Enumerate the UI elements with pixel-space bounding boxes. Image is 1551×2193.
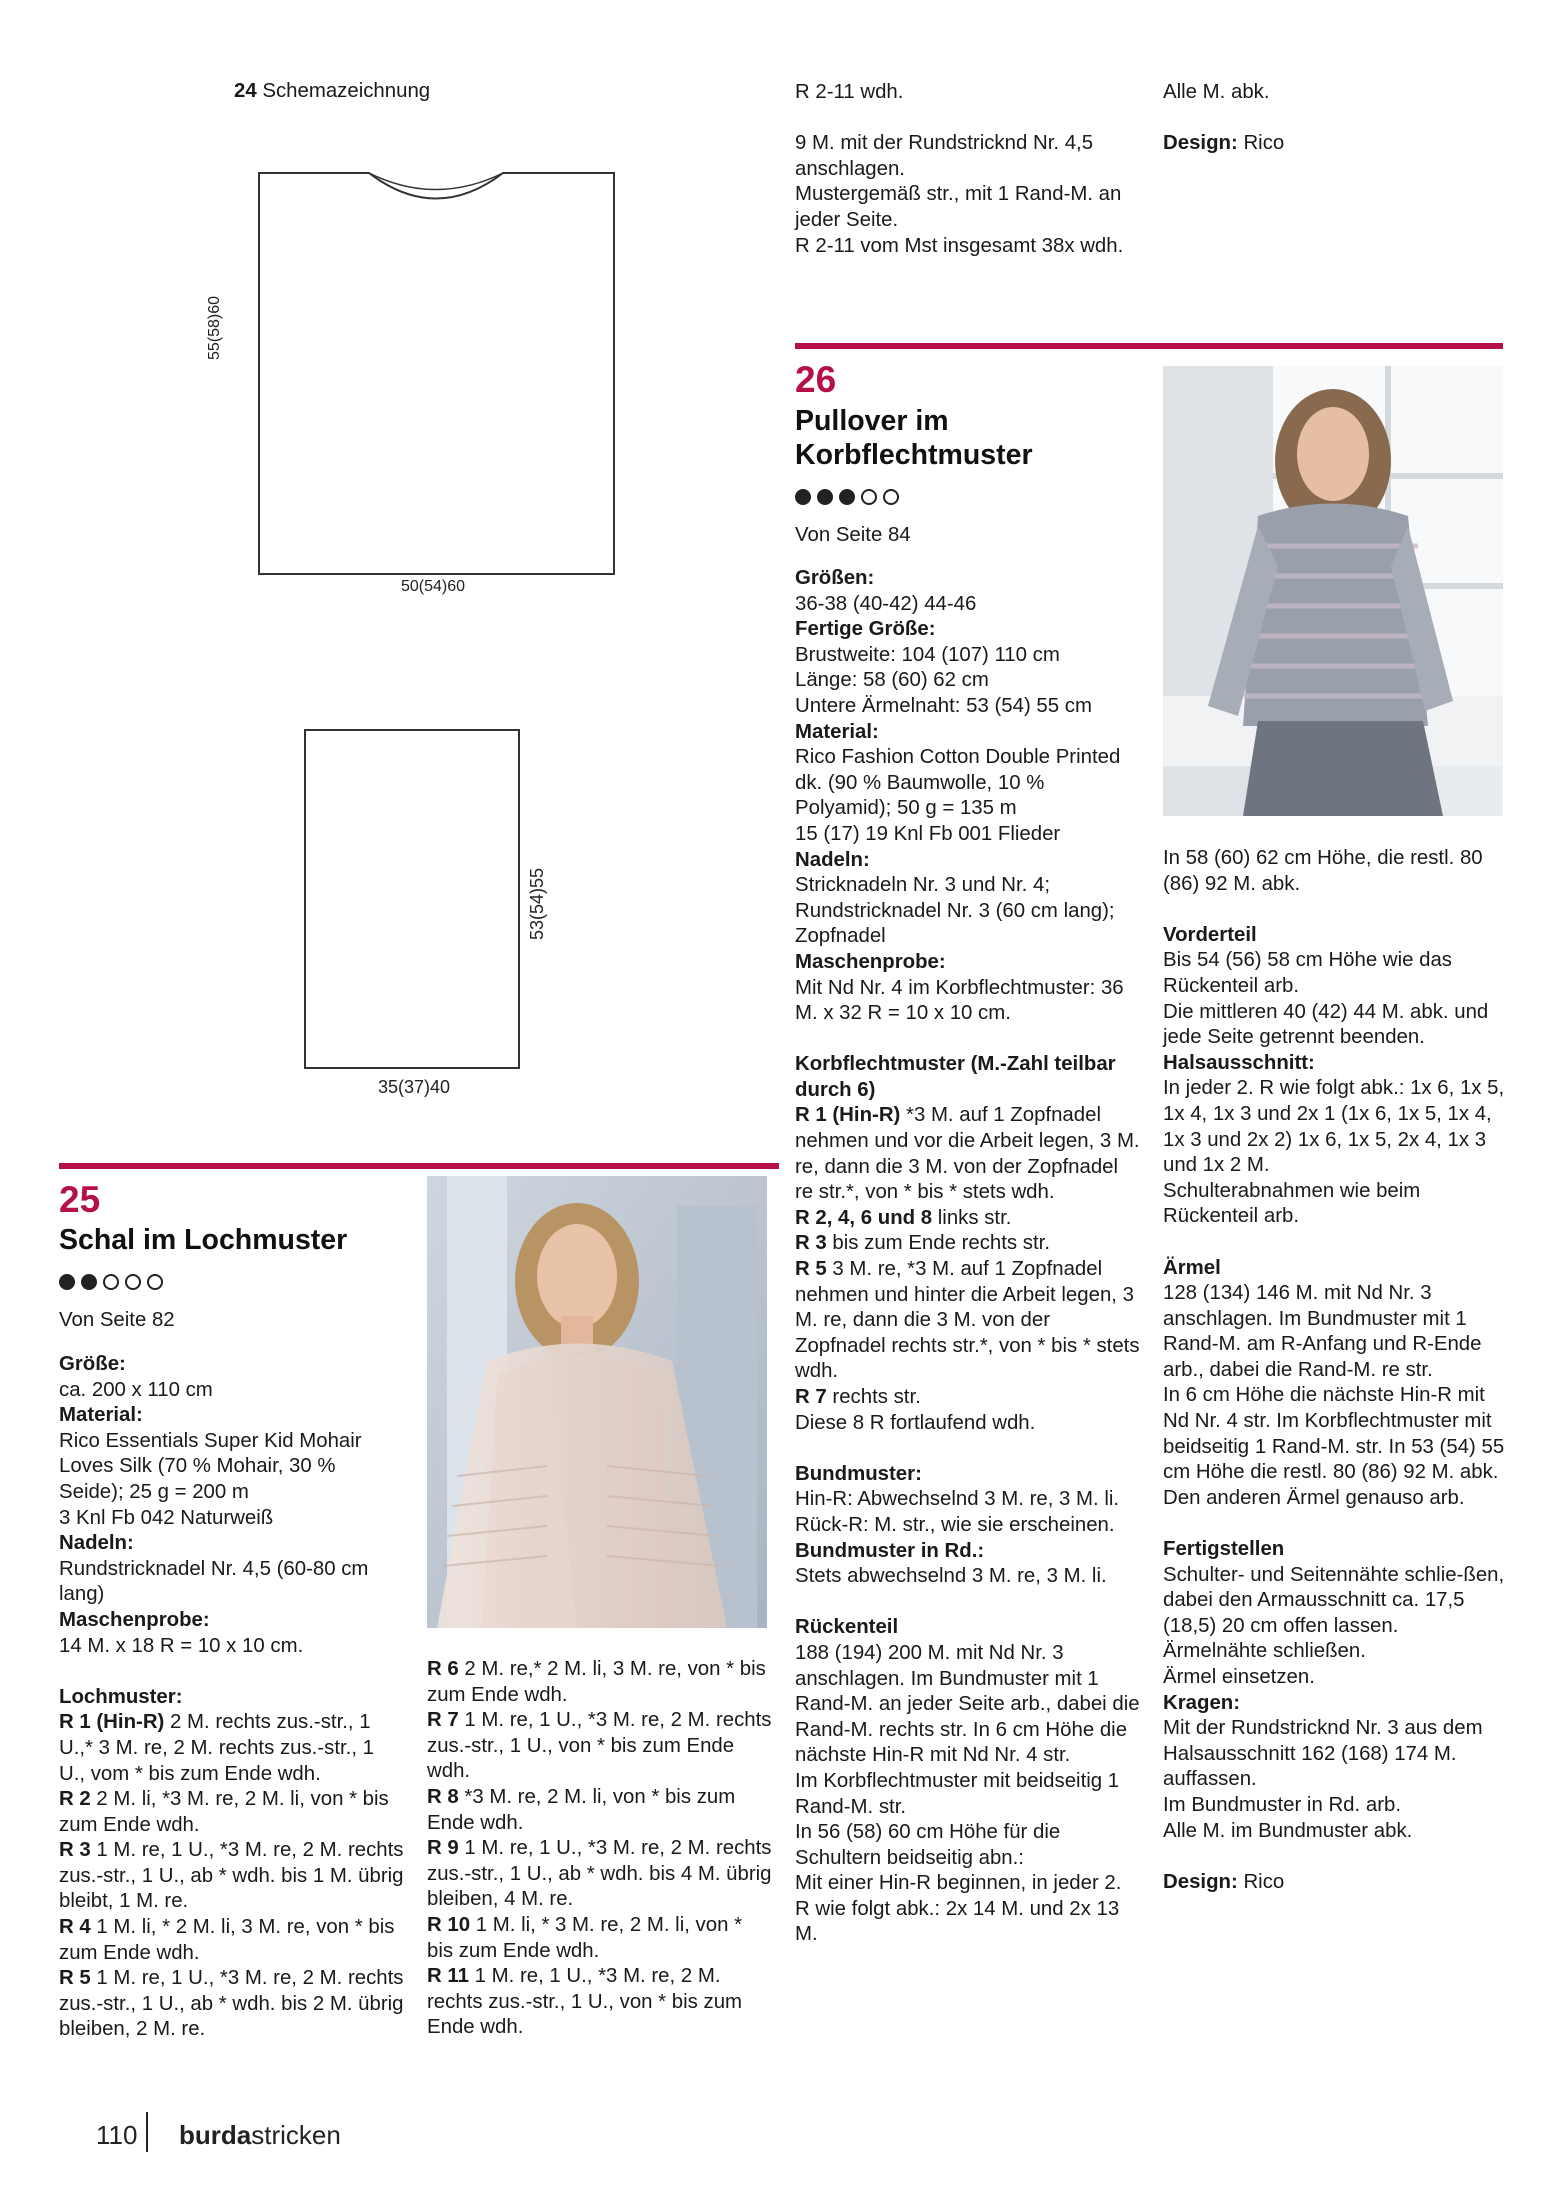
difficulty-dot-filled (839, 489, 855, 505)
text-paragraph (1163, 1486, 1509, 1512)
difficulty-dot-filled (795, 489, 811, 505)
text-paragraph (1163, 846, 1509, 897)
text-paragraph (59, 1915, 405, 1966)
text-run: Länge: 58 (60) 62 cm (795, 669, 989, 692)
text-paragraph (795, 873, 1141, 899)
text-paragraph (795, 1871, 1141, 1948)
text-paragraph (795, 234, 1141, 260)
text-run: Schulter- und Seitennähte schlie-ßen, dabei den Armausschnitt ca. 17,5 (18,5) 20 cm offen lassen. (1163, 1563, 1505, 1637)
text-paragraph (795, 822, 1141, 848)
text-paragraph (1163, 1563, 1509, 1640)
scarf-photo (427, 1176, 767, 1628)
text-paragraph (795, 720, 1141, 746)
bold-label: Kragen: (1163, 1691, 1241, 1714)
text-paragraph (1163, 1076, 1509, 1178)
section-25-from-page: Von Seite 82 (59, 1309, 175, 1331)
text-paragraph (795, 617, 1141, 643)
text-paragraph (795, 1385, 1141, 1411)
bold-label: Korbflechtmuster (M.-Zahl teilbar durch 6) (795, 1053, 1116, 1101)
bold-label: Rückenteil (795, 1616, 899, 1639)
text-paragraph (795, 1052, 1141, 1103)
text-run: Ärmelnähte schließen. (1163, 1640, 1366, 1663)
text-paragraph (795, 1487, 1141, 1513)
text-paragraph (795, 182, 1141, 233)
text-paragraph (1163, 1051, 1509, 1077)
paragraph-gap (795, 1436, 1141, 1462)
magazine-brand (179, 2120, 341, 2151)
text-paragraph (59, 1352, 405, 1378)
bold-label: Nadeln: (59, 1532, 134, 1555)
text-run: Die mittleren 40 (42) 44 M. abk. und jede Seite getrennt beenden. (1163, 1000, 1489, 1049)
text-paragraph (1163, 1179, 1509, 1230)
text-paragraph (1163, 948, 1509, 999)
sleeve-width-label: 35(37)40 (378, 1077, 451, 1097)
text-run: Ärmel einsetzen. (1163, 1666, 1315, 1688)
text-run: 1 M. re, 1 U., *3 M. re, 2 M. rechts zus.-str., 1 U., ab * wdh. bis 2 M. übrig bleiben, 2 M. re. (59, 1967, 404, 2041)
text-run: Mit der Rundstricknd Nr. 3 aus dem Halsausschnitt 162 (168) 174 M. auffassen. (1163, 1717, 1483, 1791)
difficulty-dot-filled (81, 1274, 97, 1290)
text-paragraph (795, 592, 1141, 618)
bold-label: Fertigstellen (1163, 1538, 1285, 1561)
text-run: 188 (194) 200 M. mit Nd Nr. 3 anschlagen. Im Bundmuster mit 1 Rand-M. an jeder Seite arb., dabei die Rand-M. rechts str. In 6 cm Höhe die nächste Hin-R mit Nd Nr. 4 str. (795, 1641, 1140, 1767)
text-paragraph (59, 1787, 405, 1838)
text-run: 1 M. re, 1 U., *3 M. re, 2 M. rechts zus.-str., 1 U., ab * wdh. bis 1 M. übrig bleibt, 1 M. re. (59, 1839, 404, 1913)
text-paragraph (795, 745, 1141, 822)
section-25-column-1 (59, 1352, 405, 2043)
text-run: Untere Ärmelnaht: 53 (54) 55 cm (795, 694, 1092, 717)
text-run: Mit Nd Nr. 4 im Korbflechtmuster: 36 M. x 32 R = 10 x 10 cm. (795, 976, 1124, 1025)
text-paragraph (795, 848, 1141, 874)
text-paragraph (59, 1378, 405, 1404)
bold-label: Design: (1163, 132, 1238, 155)
text-run: Im Bundmuster in Rd. arb. (1163, 1793, 1401, 1816)
text-run: 36-38 (40-42) 44-46 (795, 592, 977, 615)
text-run: In 58 (60) 62 cm Höhe, die restl. 80 (86) 92 M. abk. (1163, 847, 1483, 895)
text-paragraph (795, 1641, 1141, 1769)
bold-label: Fertige Größe: (795, 618, 936, 641)
text-paragraph (795, 668, 1141, 694)
brand-bold: burda (179, 2120, 252, 2150)
section-25-number: 25 (59, 1179, 101, 1220)
text-paragraph (427, 1708, 773, 1785)
text-paragraph (795, 1820, 1141, 1871)
section-25-rule (59, 1163, 779, 1169)
text-paragraph (1163, 1256, 1509, 1282)
text-paragraph (795, 694, 1141, 720)
text-run: Stets abwechselnd 3 M. re, 3 M. li. (795, 1565, 1107, 1588)
text-paragraph (795, 1257, 1141, 1385)
text-run: R 2-11 vom Mst insgesamt 38x wdh. (795, 234, 1124, 257)
paragraph-gap (795, 1027, 1141, 1053)
text-paragraph (59, 1531, 405, 1557)
bold-label: R 3 (795, 1232, 827, 1255)
text-paragraph (795, 1564, 1141, 1590)
bold-label: Lochmuster: (59, 1685, 183, 1708)
footer-divider (146, 2112, 148, 2152)
text-paragraph (795, 1615, 1141, 1641)
text-run: Mustergemäß str., mit 1 Rand-M. an jeder Seite. (795, 183, 1122, 231)
paragraph-gap (1163, 1230, 1509, 1256)
text-paragraph (427, 1657, 773, 1708)
bold-label: R 4 (59, 1916, 91, 1939)
pullover-photo (1163, 366, 1503, 816)
text-run: *3 M. re, 2 M. li, von * bis zum Ende wdh. (427, 1785, 736, 1834)
text-paragraph (59, 1506, 405, 1532)
bold-label: Maschenprobe: (795, 950, 946, 973)
bold-label: R 1 (Hin-R) (59, 1711, 165, 1734)
text-paragraph (795, 1513, 1141, 1539)
text-run: ca. 200 x 110 cm (59, 1378, 213, 1401)
text-paragraph (427, 1836, 773, 1913)
section-26-rule (795, 343, 1503, 349)
text-paragraph (59, 1685, 405, 1711)
text-run: 3 M. re, *3 M. auf 1 Zopfnadel nehmen und hinter die Arbeit legen, 3 M. re, dann die 3 M. von der Zopfnadel rechts str.*, von * bis * stets wdh. (795, 1258, 1140, 1383)
text-run: Rundstricknadel Nr. 3 (60 cm lang); Zopfnadel (795, 899, 1115, 948)
text-paragraph (1163, 1281, 1509, 1383)
text-run: Stricknadeln Nr. 3 und Nr. 4; (795, 874, 1051, 897)
text-run: 14 M. x 18 R = 10 x 10 cm. (59, 1634, 304, 1657)
bold-label: Ärmel (1163, 1256, 1221, 1279)
text-run: 1 M. re, 1 U., *3 M. re, 2 M. rechts zus.-str., 1 U., ab * wdh. bis 4 M. übrig bleiben, 4 M. re. (427, 1837, 772, 1911)
text-paragraph (59, 1557, 405, 1608)
paragraph-gap (1163, 106, 1509, 132)
body-outline (258, 172, 615, 575)
sleeve-height-label: 53(54)55 (527, 867, 547, 940)
bold-label: R 8 (427, 1785, 459, 1808)
schema-title: Schemazeichnung (262, 80, 431, 102)
text-paragraph (795, 643, 1141, 669)
text-run: 1 M. li, * 3 M. re, 2 M. li, von * bis zum Ende wdh. (427, 1913, 743, 1962)
section-25-column-2 (427, 1657, 773, 2041)
text-paragraph (795, 1231, 1141, 1257)
bold-label: R 2, 4, 6 und 8 (795, 1206, 933, 1229)
bold-label: Maschenprobe: (59, 1608, 210, 1631)
paragraph-gap (795, 1590, 1141, 1616)
text-run: links str. (932, 1206, 1012, 1229)
difficulty-dot-filled (817, 489, 833, 505)
page-number: 110 (96, 2120, 138, 2150)
text-run: Im Korbflechtmuster mit beidseitig 1 Rand-M. str. (795, 1769, 1120, 1818)
section-26-from-page: Von Seite 84 (795, 524, 911, 546)
text-paragraph (427, 1964, 773, 2041)
text-run: Rico (1237, 132, 1285, 155)
brand-light: stricken (251, 2120, 341, 2150)
bold-label: Bundmuster: (795, 1462, 922, 1485)
body-width-label: 50(54)60 (401, 578, 466, 595)
text-run: Diese 8 R fortlaufend wdh. (795, 1411, 1036, 1434)
text-paragraph (59, 1838, 405, 1915)
bold-label: R 7 (795, 1386, 827, 1408)
section-26-number: 26 (795, 359, 837, 400)
text-paragraph (59, 1966, 405, 2043)
text-paragraph (795, 1103, 1141, 1205)
section-25-title: Schal im Lochmuster (59, 1224, 348, 1256)
bold-label: Material: (59, 1404, 143, 1427)
text-paragraph (59, 1634, 405, 1660)
text-run: In 56 (58) 60 cm Höhe für die Schultern beidseitig abn.: (795, 1821, 1061, 1869)
text-run: In jeder 2. R wie folgt abk.: 1x 6, 1x 5, 1x 4, 1x 3 und 2x 1 (1x 6, 1x 5, 1x 4, 1x 3 und 2x 2) 1x 6, 1x 5, 2x 4, 1x 3 und 1x 2 M. (1163, 1077, 1505, 1177)
text-paragraph (1163, 131, 1509, 157)
text-paragraph (59, 1403, 405, 1429)
text-run: Bis 54 (56) 58 cm Höhe wie das Rückenteil arb. (1163, 949, 1453, 997)
bold-label: Material: (795, 720, 879, 743)
text-run: *3 M. auf 1 Zopfnadel nehmen und vor die Arbeit legen, 3 M. re, dann die 3 M. von der Zopfnadel re str.*, von * bis * stets wdh. (795, 1104, 1140, 1204)
text-run: Rundstricknadel Nr. 4,5 (60-80 cm lang) (59, 1557, 369, 1606)
text-paragraph (795, 1206, 1141, 1232)
text-paragraph (1163, 1793, 1509, 1819)
bold-label: R 2 (59, 1788, 91, 1811)
text-run: 1 M. li, * 2 M. li, 3 M. re, von * bis zum Ende wdh. (59, 1916, 395, 1964)
paragraph-gap (1163, 1511, 1509, 1537)
difficulty-dot-empty (861, 489, 877, 505)
difficulty-dot-filled (59, 1274, 75, 1290)
text-paragraph (59, 1710, 405, 1787)
text-paragraph (1163, 1383, 1509, 1485)
paragraph-gap (795, 106, 1141, 132)
difficulty-rating-25 (59, 1274, 163, 1290)
text-paragraph (1163, 1691, 1509, 1717)
text-paragraph (1163, 1819, 1509, 1845)
schema-heading (234, 80, 430, 103)
text-paragraph (427, 1785, 773, 1836)
text-run: R 2-11 wdh. (795, 81, 904, 103)
bold-label: Design: (1163, 1870, 1238, 1893)
paragraph-gap (1163, 1844, 1509, 1870)
schema-sleeve-piece (304, 729, 520, 1069)
text-paragraph (795, 1539, 1141, 1565)
section-25-column-4 (1163, 80, 1509, 157)
text-run: Rück-R: M. str., wie sie erscheinen. (795, 1513, 1115, 1536)
difficulty-dot-empty (125, 1274, 141, 1290)
section-25-column-3 (795, 80, 1141, 259)
text-run: bis zum Ende rechts str. (826, 1232, 1050, 1255)
text-paragraph (1163, 1639, 1509, 1665)
text-run: 2 M. rechts zus.-str., 1 U.,* 3 M. re, 2 M. rechts zus.-str., 1 U., vom * bis zum Ende wdh. (59, 1711, 374, 1785)
body-height-label: 55(58)60 (206, 295, 223, 360)
text-run: Rico Fashion Cotton Double Printed dk. (90 % Baumwolle, 10 % Polyamid); 50 g = 135 m (795, 746, 1121, 820)
bold-label: R 7 (427, 1709, 459, 1732)
text-paragraph (59, 1608, 405, 1634)
text-run: 1 M. re, 1 U., *3 M. re, 2 M. rechts zus.-str., 1 U., von * bis zum Ende wdh. (427, 1965, 743, 2039)
text-paragraph (795, 976, 1141, 1027)
text-run: 9 M. mit der Rundstricknd Nr. 4,5 anschlagen. (795, 132, 1094, 180)
paragraph-gap (1163, 897, 1509, 923)
text-paragraph (1163, 1870, 1509, 1896)
text-run: 128 (134) 146 M. mit Nd Nr. 3 anschlagen. Im Bundmuster mit 1 Rand-M. am R-Anfang und R-Ende arb., dabei die Rand-M. re str. (1163, 1282, 1482, 1381)
text-paragraph (795, 899, 1141, 950)
bold-label: Größen: (795, 567, 875, 589)
text-paragraph (1163, 80, 1509, 106)
section-26-column-3 (795, 566, 1141, 1948)
bold-label: R 5 (59, 1967, 91, 1990)
bold-label: R 9 (427, 1837, 459, 1860)
bold-label: R 3 (59, 1839, 91, 1862)
text-run: Brustweite: 104 (107) 110 cm (795, 643, 1060, 666)
schema-number: 24 (234, 80, 257, 102)
bold-label: R 1 (Hin-R) (795, 1104, 901, 1127)
text-run: 3 Knl Fb 042 Naturweiß (59, 1506, 274, 1529)
text-paragraph (1163, 1665, 1509, 1691)
difficulty-dot-empty (103, 1274, 119, 1290)
text-paragraph (427, 1913, 773, 1964)
difficulty-dot-empty (147, 1274, 163, 1290)
bold-label: Halsausschnitt: (1163, 1051, 1315, 1074)
text-run: Alle M. abk. (1163, 81, 1270, 103)
bold-label: Vorderteil (1163, 923, 1257, 946)
text-paragraph (1163, 923, 1509, 949)
text-paragraph (795, 566, 1141, 592)
text-run: Rico Essentials Super Kid Mohair Loves Silk (70 % Mohair, 30 % Seide); 25 g = 200 m (59, 1429, 362, 1503)
text-run: 2 M. li, *3 M. re, 2 M. li, von * bis zum Ende wdh. (59, 1788, 389, 1836)
bold-label: R 6 (427, 1658, 459, 1680)
text-run: 2 M. re,* 2 M. li, 3 M. re, von * bis zum Ende wdh. (427, 1658, 766, 1706)
schema-body-piece (258, 172, 615, 575)
text-run: 1 M. re, 1 U., *3 M. re, 2 M. rechts zus.-str., 1 U., von * bis zum Ende wdh. (427, 1709, 772, 1783)
text-run: In 6 cm Höhe die nächste Hin-R mit Nd Nr. 4 str. Im Korbflechtmuster mit beidseitig 1 Rand-M. str. In 53 (54) 55 cm Höhe die restl. 80 (86) 92 M. abk. (1163, 1384, 1505, 1484)
text-paragraph (795, 131, 1141, 182)
text-paragraph (795, 1411, 1141, 1437)
text-run: 15 (17) 19 Knl Fb 001 Flieder (795, 822, 1061, 845)
text-paragraph (795, 950, 1141, 976)
text-run: Rico (1237, 1870, 1285, 1893)
bold-label: R 5 (795, 1258, 827, 1281)
text-paragraph (59, 1429, 405, 1506)
text-run: Alle M. im Bundmuster abk. (1163, 1819, 1413, 1842)
bold-label: Nadeln: (795, 848, 870, 871)
difficulty-rating-26 (795, 489, 899, 505)
bold-label: R 11 (427, 1965, 469, 1988)
text-paragraph (1163, 1716, 1509, 1793)
text-paragraph (795, 80, 1141, 106)
text-paragraph (1163, 1000, 1509, 1051)
text-run: Mit einer Hin-R beginnen, in jeder 2. R wie folgt abk.: 2x 14 M. und 2x 13 M. (795, 1872, 1122, 1946)
text-run: Hin-R: Abwechselnd 3 M. re, 3 M. li. (795, 1488, 1120, 1511)
bold-label: Bundmuster in Rd.: (795, 1539, 985, 1562)
paragraph-gap (59, 1659, 405, 1685)
difficulty-dot-empty (883, 489, 899, 505)
text-run: Schulterabnahmen wie beim Rückenteil arb. (1163, 1179, 1421, 1228)
section-26-title: Pullover im Korbflechtmuster (795, 405, 1033, 471)
text-paragraph (1163, 1537, 1509, 1563)
text-run: Den anderen Ärmel genauso arb. (1163, 1486, 1465, 1509)
bold-label: Größe: (59, 1353, 126, 1375)
text-run: rechts str. (826, 1386, 921, 1408)
text-paragraph (795, 1462, 1141, 1488)
bold-label: R 10 (427, 1913, 471, 1936)
section-26-column-4 (1163, 846, 1509, 1895)
text-paragraph (795, 1769, 1141, 1820)
